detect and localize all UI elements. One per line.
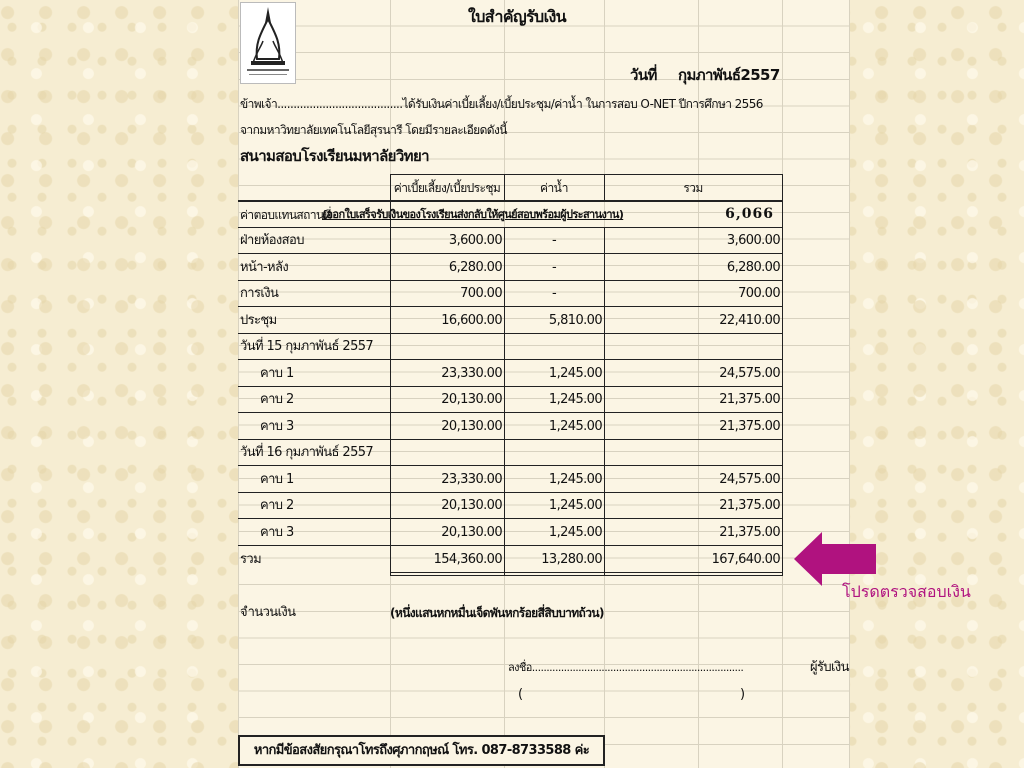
period-water: 1,245.00 (548, 472, 602, 487)
period-allowance: 23,330.00 (441, 366, 502, 381)
row-water: - (551, 260, 557, 275)
document-title: ใบสำคัญรับเงิน (468, 7, 567, 26)
paren-close: ) (740, 687, 745, 702)
venue-name: สนามสอบโรงเรียนมหาลัยวิทยา (240, 147, 429, 165)
period-label: คาบ 1 (260, 472, 294, 487)
sum-water: 13,280.00 (541, 552, 602, 567)
date-value: กุมภาพันธ์2557 (678, 66, 780, 84)
intro-line-2: จากมหาวิทยาลัยเทคโนโลยีสุรนารี โดยมีรายละเอียดดังนี้ (240, 123, 507, 137)
amount-label: จำนวนเงิน (240, 605, 296, 620)
day2-label: วันที่ 16 กุมภาพันธ์ 2557 (240, 445, 374, 460)
row-allowance: 700.00 (460, 286, 502, 301)
date-label: วันที่ (630, 66, 657, 84)
row-label: ฝ่ายห้องสอบ (240, 233, 304, 248)
period-label: คาบ 2 (260, 392, 294, 407)
contact-text: หากมีข้อสงสัยกรุณาโทรถึงศุภากฤษณ์ โทร. 087-8733588 ค่ะ (253, 743, 590, 758)
period-water: 1,245.00 (548, 525, 602, 540)
check-money-note: โปรดตรวจสอบเงิน (842, 582, 971, 601)
period-water: 1,245.00 (548, 419, 602, 434)
row-total: 6,280.00 (726, 260, 780, 275)
period-allowance: 20,130.00 (441, 498, 502, 513)
row-water: 5,810.00 (548, 313, 602, 328)
row-water: - (551, 286, 557, 301)
row-total: 3,600.00 (726, 233, 780, 248)
period-water: 1,245.00 (548, 392, 602, 407)
period-total: 21,375.00 (719, 419, 780, 434)
sum-allowance: 154,360.00 (433, 552, 502, 567)
period-total: 24,575.00 (719, 472, 780, 487)
period-water: 1,245.00 (548, 366, 602, 381)
venue-fee-note: (ออกใบเสร็จรับเงินของโรงเรียนส่งกลับให้ศูนย์สอบพร้อมผู้ประสานงาน) (322, 208, 624, 221)
period-water: 1,245.00 (548, 498, 602, 513)
header-water: ค่าน้ำ (540, 181, 568, 195)
period-label: คาบ 3 (260, 525, 294, 540)
sum-label: รวม (240, 552, 262, 567)
period-total: 21,375.00 (719, 525, 780, 540)
university-logo (240, 2, 296, 84)
period-allowance: 20,130.00 (441, 525, 502, 540)
period-allowance: 20,130.00 (441, 392, 502, 407)
period-total: 21,375.00 (719, 392, 780, 407)
row-allowance: 3,600.00 (448, 233, 502, 248)
row-label: หน้า-หลัง (240, 260, 289, 275)
signature-line: ลงชื่อ......................................................................... (508, 661, 744, 674)
header-total: รวม (683, 181, 703, 195)
row-label: การเงิน (240, 286, 279, 301)
period-allowance: 23,330.00 (441, 472, 502, 487)
row-allowance: 16,600.00 (441, 313, 502, 328)
period-total: 24,575.00 (719, 366, 780, 381)
paren-open: ( (518, 687, 523, 702)
intro-line-1: ข้าพเจ้า.......................................ได้รับเงินค่าเบี้ยเลี้ยง/เบี้ยประชุม/ค่าน้ำ ในการสอบ O-NET ปีการศึกษา 2556 (240, 97, 763, 111)
period-label: คาบ 1 (260, 366, 294, 381)
day1-label: วันที่ 15 กุมภาพันธ์ 2557 (240, 339, 374, 354)
receiver-label: ผู้รับเงิน (810, 660, 849, 675)
venue-fee-label: ค่าตอบแทนสถานที่ (240, 208, 331, 222)
amount-in-words: (หนึ่งแสนหกหมื่นเจ็ดพันหกร้อยสี่สิบบาทถ้วน) (390, 606, 604, 620)
row-water: - (551, 233, 557, 248)
row-label: ประชุม (240, 313, 277, 328)
period-total: 21,375.00 (719, 498, 780, 513)
period-label: คาบ 2 (260, 498, 294, 513)
contact-footer (238, 735, 605, 766)
period-label: คาบ 3 (260, 419, 294, 434)
venue-fee-total: 6,066 (725, 206, 774, 222)
receipt-sheet (238, 0, 850, 768)
sum-total: 167,640.00 (711, 552, 780, 567)
header-allowance: ค่าเบี้ยเลี้ยง/เบี้ยประชุม (393, 181, 501, 195)
period-allowance: 20,130.00 (441, 419, 502, 434)
row-allowance: 6,280.00 (448, 260, 502, 275)
row-total: 22,410.00 (719, 313, 780, 328)
row-total: 700.00 (738, 286, 780, 301)
